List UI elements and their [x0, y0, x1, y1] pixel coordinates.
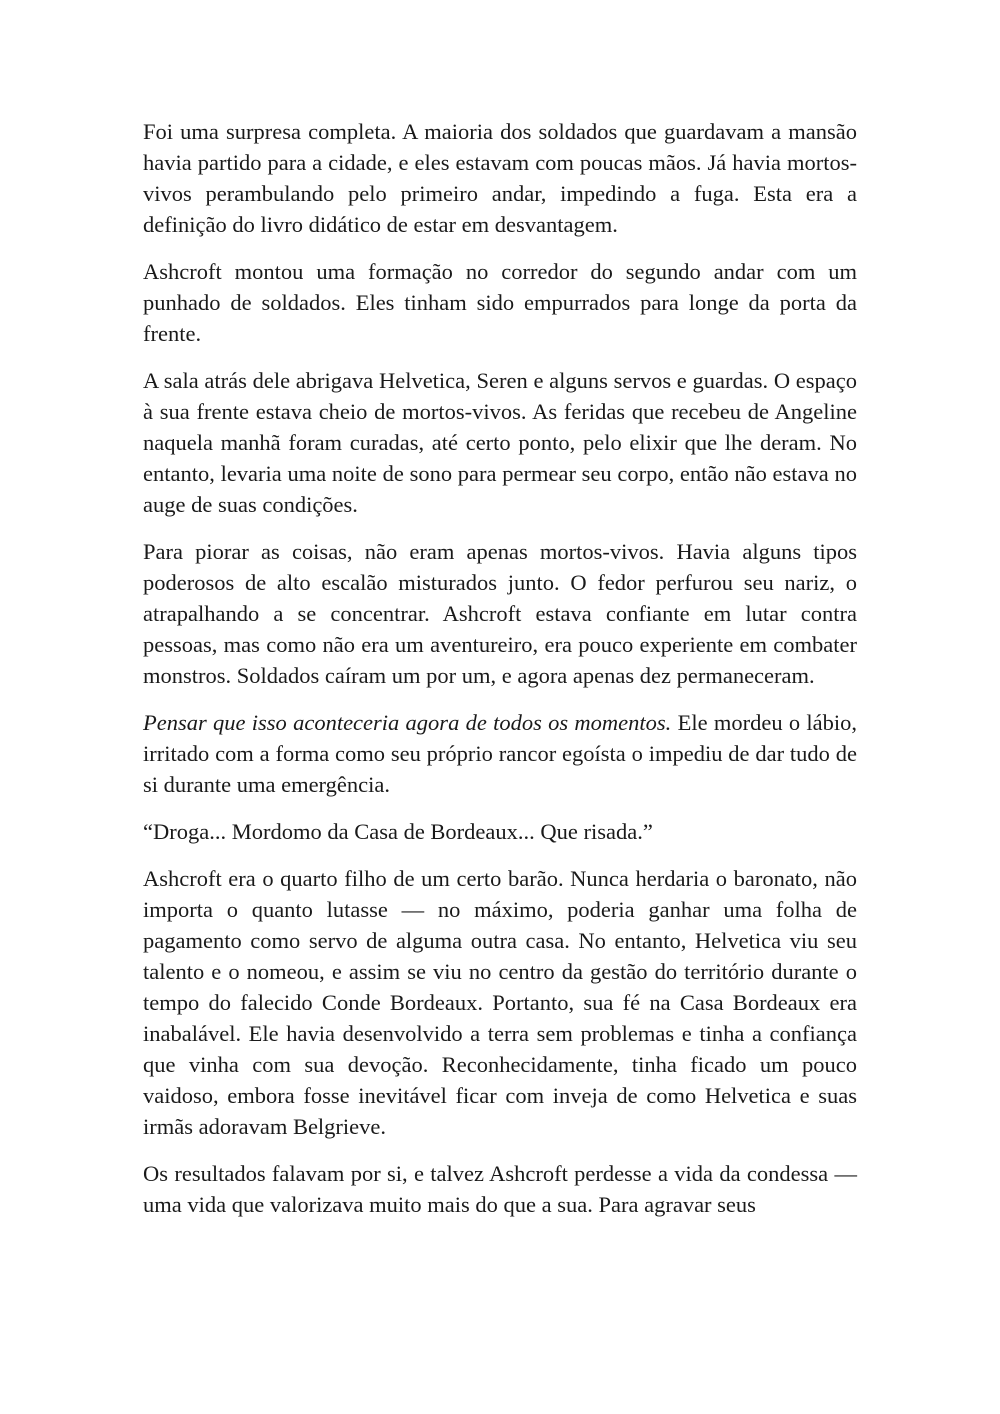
paragraph: Foi uma surpresa completa. A maioria dos soldados que guardavam a mansão havia partido para a cidade, e eles estavam com poucas mãos. Já havia mortos-vivos perambulando pelo primeiro andar, impedindo a fuga. Esta era a definição do livro didático de estar em desvantagem.	[143, 119, 857, 237]
dialogue-line: “Droga... Mordomo da Casa de Bordeaux... Que risada.”	[143, 819, 653, 844]
paragraph-with-italic-thought	[143, 707, 857, 800]
body-text	[143, 116, 857, 1236]
paragraph: A sala atrás dele abrigava Helvetica, Seren e alguns servos e guardas. O espaço à sua frente estava cheio de mortos-vivos. As feridas que recebeu de Angeline naquela manhã foram curadas, até certo ponto, pelo elixir que lhe deram. No entanto, levaria uma noite de sono para permear seu corpo, então não estava no auge de suas condições.	[143, 368, 857, 517]
italic-thought: Pensar que isso aconteceria agora de todos os momentos.	[143, 710, 672, 735]
paragraph-continuation: Ele mordeu o lábio, irritado com a forma como seu próprio rancor egoísta o impediu de dar tudo de si durante uma emergência.	[143, 710, 858, 797]
paragraph: Para piorar as coisas, não eram apenas mortos-vivos. Havia alguns tipos poderosos de alto escalão misturados junto. O fedor perfurou seu nariz, o atrapalhando a se concentrar. Ashcroft estava confiante em lutar contra pessoas, mas como não era um aventureiro, era pouco experiente em combater monstros. Soldados caíram um por um, e agora apenas dez permaneceram.	[143, 539, 857, 688]
paragraph: Os resultados falavam por si, e talvez Ashcroft perdesse a vida da condessa — uma vida que valorizava muito mais do que a sua. Para agravar seus	[143, 1161, 857, 1217]
paragraph: Ashcroft era o quarto filho de um certo barão. Nunca herdaria o baronato, não importa o quanto lutasse — no máximo, poderia ganhar uma folha de pagamento como servo de alguma outra casa. No entanto, Helvetica viu seu talento e o nomeou, e assim se viu no centro da gestão do território durante o tempo do falecido Conde Bordeaux. Portanto, sua fé na Casa Bordeaux era inabalável. Ele havia desenvolvido a terra sem problemas e tinha a confiança que vinha com sua devoção. Reconhecidamente, tinha ficado um pouco vaidoso, embora fosse inevitável ficar com inveja de como Helvetica e suas irmãs adoravam Belgrieve.	[143, 866, 857, 1139]
paragraph: Ashcroft montou uma formação no corredor do segundo andar com um punhado de soldados. Eles tinham sido empurrados para longe da porta da frente.	[143, 259, 857, 346]
